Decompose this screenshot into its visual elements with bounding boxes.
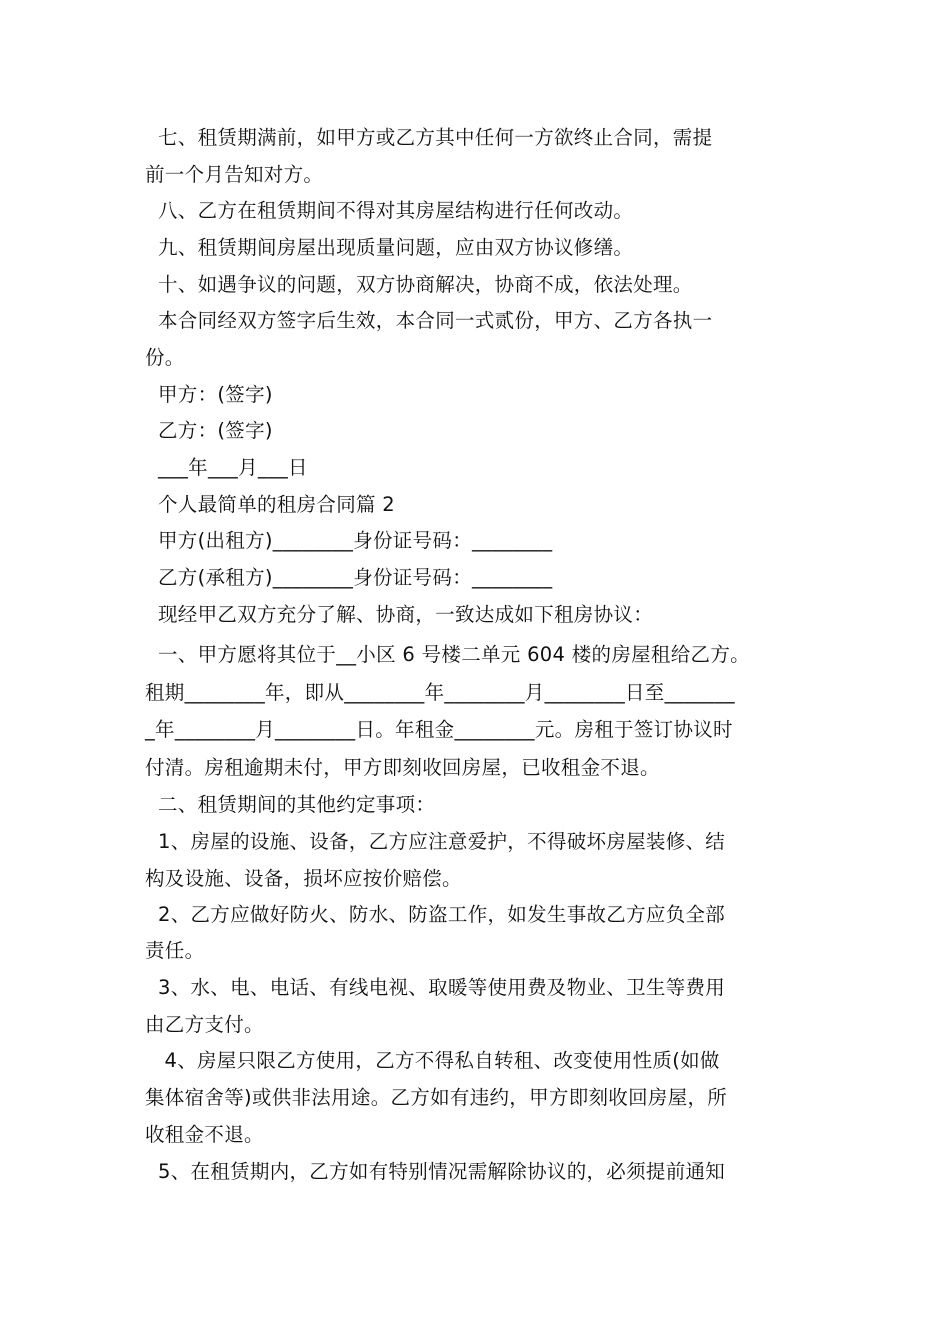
text-line: 责任。 (145, 939, 205, 962)
text-line: 集体宿舍等)或供非法用途。乙方如有违约，甲方即刻收回房屋，所 (145, 1086, 728, 1109)
text-line: 十、如遇争议的问题，双方协商解决，协商不成，依法处理。 (145, 273, 693, 296)
section-heading: 个人最简单的租房合同篇 2 (145, 493, 396, 516)
signature-party-a: 甲方：(签字) (145, 383, 273, 406)
text-line: 份。 (145, 346, 185, 369)
text-line: _年________月________日。年租金________元。房租于签订协议时 (145, 718, 733, 741)
text-line: 九、租赁期间房屋出现质量问题，应由双方协议修缮。 (145, 236, 634, 259)
text-line: 付清。房租逾期未付，甲方即刻收回房屋，已收租金不退。 (145, 756, 660, 779)
text-line: 七、租赁期满前，如甲方或乙方其中任何一方欲终止合同，需提 (145, 126, 713, 149)
text-line: 由乙方支付。 (145, 1013, 264, 1036)
text-line: 1、房屋的设施、设备，乙方应注意爱护，不得破坏房屋装修、结 (145, 830, 726, 853)
text-line: 4、房屋只限乙方使用，乙方不得私自转租、改变使用性质(如做 (145, 1049, 720, 1072)
text-line: 八、乙方在租赁期间不得对其房屋结构进行任何改动。 (145, 199, 634, 222)
text-line: 二、租赁期间的其他约定事项： (145, 793, 436, 816)
text-line: 现经甲乙双方充分了解、协商，一致达成如下租房协议： (145, 603, 653, 626)
text-line: 5、在租赁期内，乙方如有特别情况需解除协议的，必须提前通知 (145, 1160, 726, 1183)
text-line: 一、甲方愿将其位于__小区 6 号楼二单元 604 楼的房屋租给乙方。 (145, 643, 750, 666)
text-line: 构及设施、设备，损坏应按价赔偿。 (145, 867, 462, 890)
date-line: ___年___月___日 (145, 456, 308, 479)
text-line: 3、水、电、电话、有线电视、取暖等使用费及物业、卫生等费用 (145, 976, 726, 999)
party-a-field: 甲方(出租方)________身份证号码：________ (145, 529, 553, 552)
text-line: 2、乙方应做好防火、防水、防盗工作，如发生事故乙方应负全部 (145, 903, 726, 926)
signature-party-b: 乙方：(签字) (145, 419, 273, 442)
text-line: 租期________年，即从________年________月________日至_______ (145, 681, 735, 704)
party-b-field: 乙方(承租方)________身份证号码：________ (145, 566, 553, 589)
text-line: 收租金不退。 (145, 1123, 264, 1146)
text-line: 前一个月告知对方。 (145, 163, 324, 186)
text-line: 本合同经双方签字后生效，本合同一式贰份，甲方、乙方各执一 (145, 309, 713, 332)
